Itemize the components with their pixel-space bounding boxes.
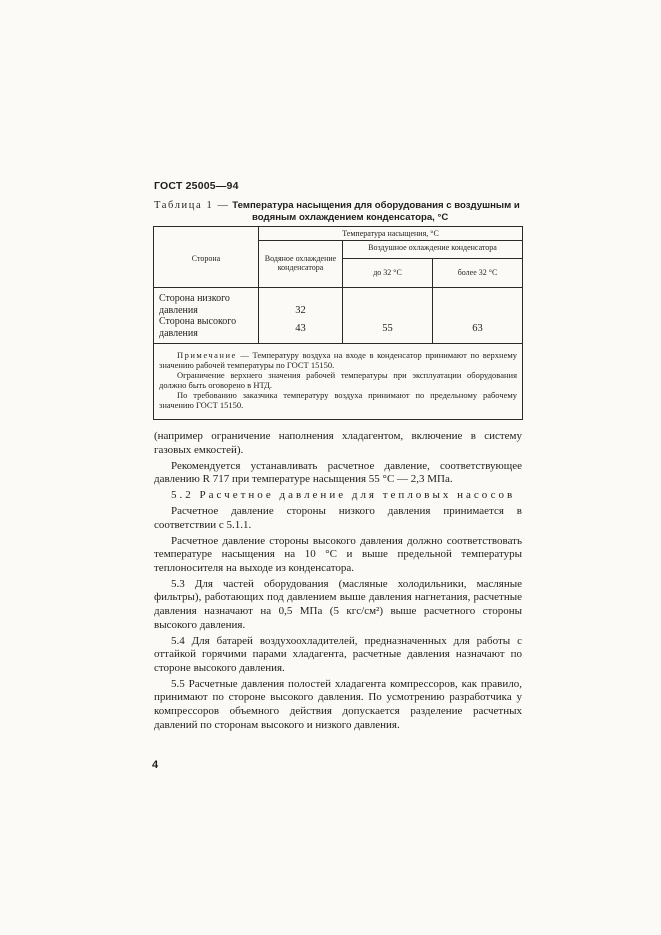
cell-high-air-over-32: 63: [472, 323, 483, 334]
header-side: Сторона: [191, 254, 221, 263]
note-label: Примечание: [177, 350, 237, 360]
note-paragraph-3: По требованию заказчика температуру воздуха принимают по предельному рабочему значению ГОСТ 15150.: [159, 390, 517, 410]
table-subheader-rule-1: [258, 240, 523, 241]
note-paragraph-2: Ограничение верхнего значения рабочей температуры при эксплуатации оборудования должно быть оговорено в НТД.: [159, 370, 517, 390]
page-number: 4: [152, 759, 159, 771]
paragraph-2: Рекомендуется устанавливать расчетное давление, соответствующее давлению R 717 при температуре насыщения 55 °С — 2,3 МПа.: [154, 459, 522, 486]
cell-high-air-upto-32: 55: [382, 323, 393, 334]
paragraph-5-5: 5.5 Расчетные давления полостей хладагента компрессоров, как правило, принимают по стороне высокого давления. По усмотрению разработчика у компрессоров объемного действия допускается разделение расчетных давлений по сторонам высокого и низкого давления.: [154, 677, 522, 731]
header-saturation-temp: Температура насыщения, °С: [342, 229, 439, 238]
body-text: [154, 430, 522, 735]
table-border-right: [522, 226, 523, 420]
table-title-line2: водяным охлаждением конденсатора, °С: [252, 212, 449, 223]
paragraph-5-4: 5.4 Для батарей воздухоохладителей, предназначенных для работы с оттайкой горячими парами хладагента, расчетные давления назначают по стороне высокого давления.: [154, 634, 522, 674]
paragraph-4: Расчетное давление стороны низкого давления принимается в соответствии с 5.1.1.: [154, 505, 522, 531]
document-id: ГОСТ 25005—94: [154, 180, 239, 192]
table-note: [159, 350, 517, 410]
paragraph-5: Расчетное давление стороны высокого давления должно соответствовать температуре насыщения на 10 °С и выше предельной температуры теплоносителя на выходе из конденсатора.: [154, 534, 522, 574]
cell-high-water: 43: [295, 323, 306, 334]
table-border-bottom: [153, 419, 523, 420]
section-heading-5-2: 5.2 Расчетное давление для тепловых насосов: [171, 489, 516, 502]
row-label-high-pressure: Сторона высокого давления: [159, 316, 237, 339]
note-paragraph-1: [159, 350, 517, 370]
table-subheader-rule-2: [342, 258, 523, 259]
header-air-upto-32: до 32 °С: [373, 268, 402, 277]
table-title-line1: Температура насыщения для оборудования с воздушным и: [232, 200, 520, 211]
paragraph-5-3: 5.3 Для частей оборудования (масляные холодильники, масляные фильтры), работающих под давлением выше давления нагнетания, расчетные давления назначают на 0,5 МПа (5 кгс/см²) выше расчетного стороны высокого давления.: [154, 577, 522, 631]
row-label-low-pressure: Сторона низкого давления: [159, 293, 230, 316]
table-border-top: [153, 226, 523, 227]
table-caption: [154, 200, 532, 224]
header-air-over-32: более 32 °С: [457, 268, 498, 277]
table-label: Таблица 1 —: [154, 200, 230, 211]
note-text-1: — Температуру воздуха на входе в конденсатор принимают по верхнему значению рабочей температуры по ГОСТ 15150.: [159, 350, 517, 370]
cell-low-water: 32: [295, 305, 306, 316]
table-note-rule: [153, 343, 523, 344]
header-air-cooling: Воздушное охлаждение конденсатора: [368, 243, 497, 252]
paragraph-1: (например ограничение наполнения хладагентом, включение в систему газовых емкостей).: [154, 430, 522, 456]
saturation-temperature-table: [153, 226, 523, 420]
table-header-rule: [153, 287, 523, 288]
header-water-cooling: Водяное охлаждение конденсатора: [264, 254, 337, 272]
